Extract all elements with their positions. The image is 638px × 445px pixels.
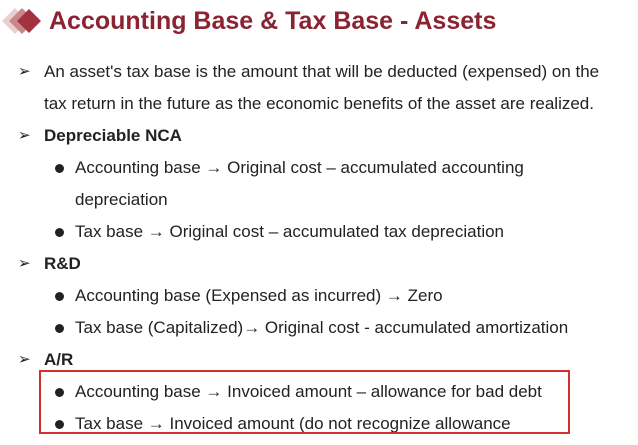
arrow-bullet-icon: ➢ — [18, 63, 31, 80]
section-heading-rnd — [18, 248, 628, 280]
arrow-bullet-icon: ➢ — [18, 127, 31, 144]
list-item-text: Tax base → Original cost – accumulated tax depreciation — [75, 222, 505, 241]
list-item-text: Accounting base → Invoiced amount – allowance for bad debt — [75, 382, 542, 401]
list-item-text: Tax base (Capitalized)→ Original cost - accumulated amortization — [75, 318, 569, 337]
list-item — [18, 280, 628, 312]
list-item-line-1: Accounting base → Original cost – accumulated accounting — [75, 158, 524, 177]
dot-bullet-icon — [55, 164, 64, 173]
list-item — [18, 152, 628, 216]
list-item — [18, 312, 628, 344]
dot-bullet-icon — [55, 324, 64, 333]
list-item-text: Tax base → Invoiced amount (do not recognize allowance — [75, 414, 511, 433]
arrow-bullet-icon: ➢ — [18, 255, 31, 272]
arrow-bullet-icon: ➢ — [18, 351, 31, 368]
section-heading-text: A/R — [44, 350, 74, 369]
intro-line-1: An asset's tax base is the amount that will be deducted (expensed) on the — [44, 62, 600, 81]
diamond-icon — [0, 4, 46, 38]
section-heading-text: R&D — [44, 254, 81, 273]
section-heading-depreciable-nca — [18, 120, 628, 152]
title-bar — [0, 4, 638, 38]
highlight-box — [39, 370, 570, 434]
intro-paragraph — [18, 56, 628, 120]
dot-bullet-icon — [55, 228, 64, 237]
dot-bullet-icon — [55, 292, 64, 301]
section-heading-text: Depreciable NCA — [44, 126, 182, 145]
page-title: Accounting Base & Tax Base - Assets — [49, 7, 497, 35]
list-item-text: Accounting base (Expensed as incurred) → Zero — [75, 286, 443, 305]
intro-line-2: tax return in the future as the economic benefits of the asset are realized. — [44, 94, 594, 113]
list-item — [18, 216, 628, 248]
list-item-line-2: depreciation — [75, 190, 168, 209]
